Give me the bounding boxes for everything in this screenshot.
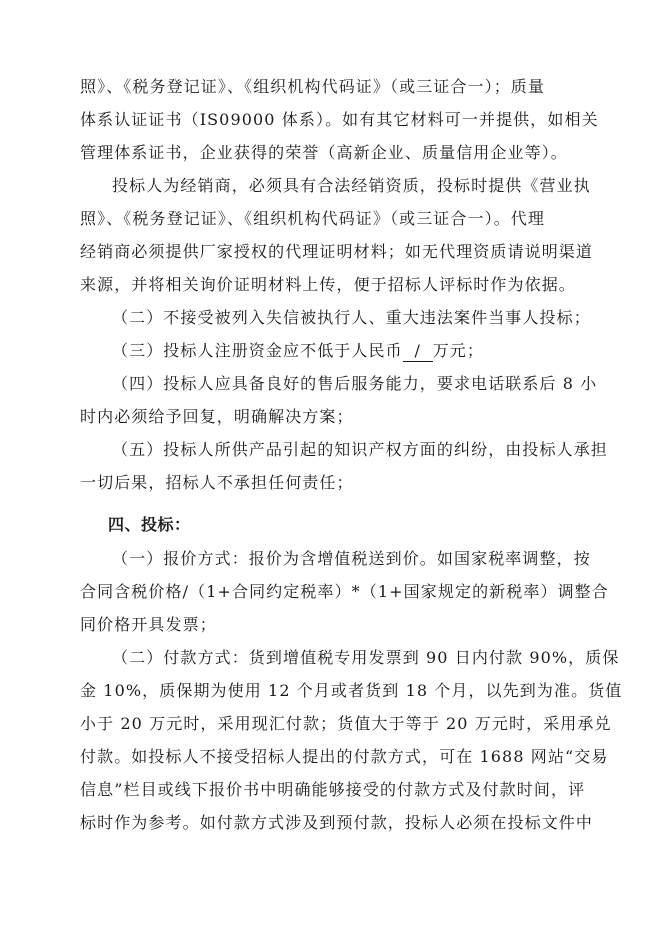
paragraph-line: 来源，并将相关询价证明材料上传，便于招标人评标时作为依据。 bbox=[80, 275, 576, 294]
section-heading: 四、投标： bbox=[108, 515, 191, 534]
bid-two-line: 小于 20 万元时，采用现汇付款；货值大于等于 20 万元时，采用承兑 bbox=[80, 714, 612, 733]
paragraph-line: 投标人为经销商，必须具有合法经销资质，投标时提供《营业执 bbox=[112, 176, 591, 195]
bid-two-line: 付款。如投标人不接受招标人提出的付款方式，可在 1688 网站“交易 bbox=[80, 747, 609, 766]
bid-two-line: 标时作为参考。如付款方式涉及到预付款，投标人必须在投标文件中 bbox=[80, 813, 594, 832]
paragraph-line: 照》、《税务登记证》、《组织机构代码证》（或三证合一）。代理 bbox=[80, 209, 546, 228]
paragraph-line: 管理体系证书，企业获得的荣誉（高新企业、质量信用企业等）。 bbox=[80, 143, 568, 162]
bid-two-line: 金 10%，质保期为使用 12 个月或者货到 18 个月，以先到为准。货值 bbox=[80, 681, 623, 700]
item-three-line bbox=[80, 334, 582, 367]
item-two-line: （二）不接受被列入失信被执行人、重大违法案件当事人投标； bbox=[112, 308, 591, 327]
document-page bbox=[80, 70, 623, 839]
item-three-prefix: （三）投标人注册资金应不低于人民币 bbox=[112, 341, 403, 360]
bid-one-line: 合同含税价格/（1+合同约定税率）*（1+国家规定的新税率）调整合 bbox=[80, 582, 609, 601]
item-four-line: （四）投标人应具备良好的售后服务能力，要求电话联系后 8 小 bbox=[112, 374, 598, 393]
bid-one-line: （一）报价方式：报价为含增值税送到价。如国家税率调整，按 bbox=[112, 549, 591, 568]
item-five-line: （五）投标人所供产品引起的知识产权方面的纠纷，由投标人承担 bbox=[112, 440, 608, 459]
bid-two-line: （二）付款方式：货到增值税专用发票到 90 日内付款 90%，质保 bbox=[112, 648, 620, 667]
item-five-line: 一切后果，招标人不承担任何责任； bbox=[80, 473, 354, 492]
paragraph-line: 经销商必须提供厂家授权的代理证明材料；如无代理资质请说明渠道 bbox=[80, 242, 594, 261]
registered-capital-blank: / bbox=[403, 341, 433, 362]
paragraph-line: 照》、《税务登记证》、《组织机构代码证》（或三证合一）；质量 bbox=[80, 77, 546, 96]
paragraph-line: 体系认证证书（IS09000 体系）。如有其它材料可一并提供，如相关 bbox=[80, 110, 599, 129]
bid-one-line: 同价格开具发票； bbox=[80, 615, 217, 634]
item-three-suffix: 万元； bbox=[432, 341, 485, 360]
item-four-line: 时内必须给予回复，明确解决方案； bbox=[80, 407, 354, 426]
bid-two-line: 信息”栏目或线下报价书中明确能够接受的付款方式及付款时间，评 bbox=[80, 780, 586, 799]
